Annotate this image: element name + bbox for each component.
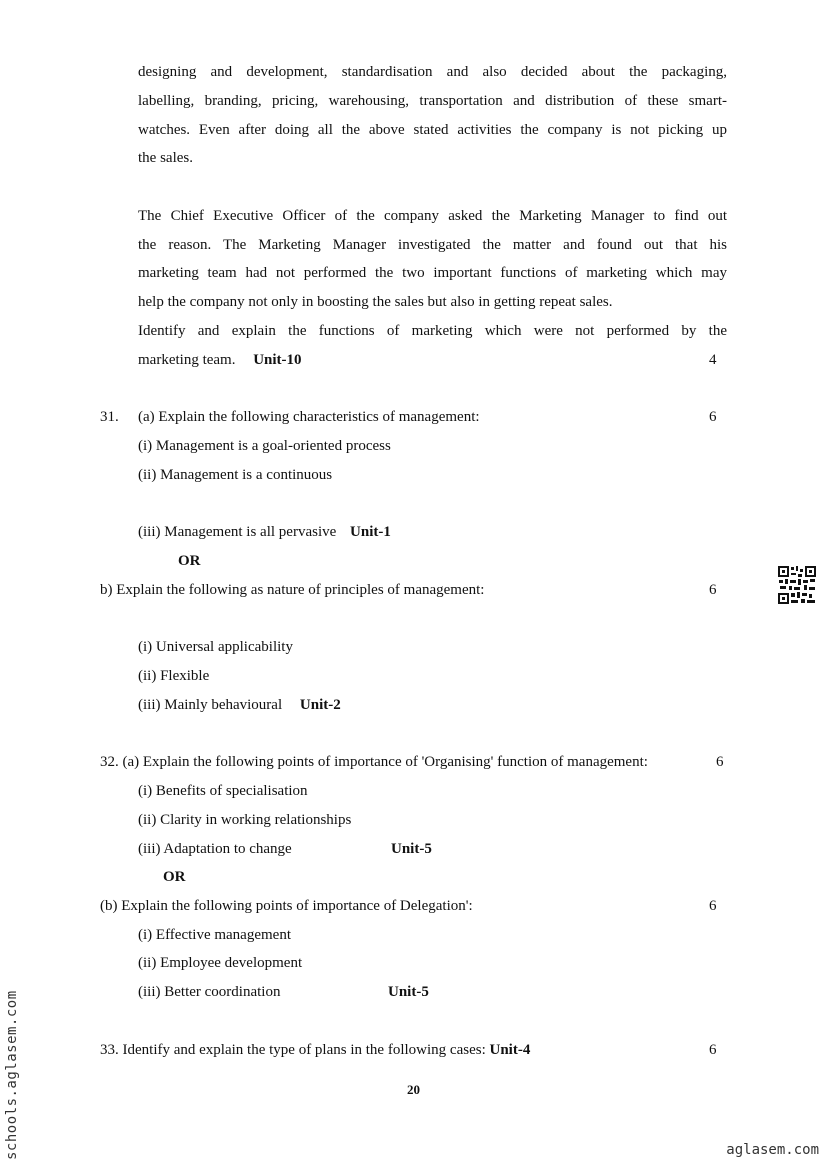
context-line: watches. Even after doing all the above stated activities the company is not picking up bbox=[138, 122, 727, 138]
list-item: (i) Benefits of specialisation bbox=[138, 783, 308, 799]
list-item-text: (iii) Management is all pervasive bbox=[138, 524, 337, 540]
question-text: (a) Explain the following characteristics of management: bbox=[138, 409, 480, 425]
question-line bbox=[138, 350, 302, 370]
list-item: (ii) Management is a continuous bbox=[138, 467, 333, 483]
marks-label: 4 bbox=[709, 352, 717, 368]
question-text-body: 33. Identify and explain the type of plans in the following cases: bbox=[100, 1042, 486, 1058]
marks-label: 6 bbox=[709, 582, 717, 598]
context-line: labelling, branding, pricing, warehousing, transportation and distribution of these smart- bbox=[138, 93, 727, 109]
context-line: help the company not only in boosting the sales but also in getting repeat sales. bbox=[138, 294, 613, 310]
question-text: 32. (a) Explain the following points of importance of 'Organising' function of management: bbox=[100, 754, 648, 770]
marks-label: 6 bbox=[709, 898, 717, 914]
footer-watermark: aglasem.com bbox=[726, 1142, 819, 1158]
context-line: The Chief Executive Officer of the company asked the Marketing Manager to find out bbox=[138, 208, 727, 224]
unit-label: Unit-5 bbox=[388, 984, 429, 1000]
unit-label: Unit-4 bbox=[489, 1042, 531, 1058]
list-item: (ii) Clarity in working relationships bbox=[138, 812, 352, 828]
context-line: designing and development, standardisation and also decided about the packaging, bbox=[138, 64, 727, 80]
list-item: (ii) Flexible bbox=[138, 668, 210, 684]
unit-label: Unit-2 bbox=[299, 697, 341, 713]
side-watermark: schools.aglasem.com bbox=[4, 990, 20, 1160]
marks-label: 6 bbox=[716, 754, 724, 770]
marks-label: 6 bbox=[709, 409, 717, 425]
question-text: b) Explain the following as nature of principles of management: bbox=[100, 582, 485, 598]
unit-label: Unit-1 bbox=[350, 524, 391, 540]
list-item: (iii) Better coordination bbox=[138, 984, 281, 1000]
marks-label: 6 bbox=[709, 1042, 717, 1058]
qr-code-icon bbox=[777, 565, 817, 605]
or-label: OR bbox=[163, 869, 186, 885]
question-text: marketing team. bbox=[138, 352, 236, 368]
list-item: (i) Universal applicability bbox=[138, 639, 293, 655]
list-item bbox=[138, 695, 341, 715]
unit-label: Unit-10 bbox=[253, 352, 302, 368]
page-number: 20 bbox=[407, 1082, 420, 1097]
list-item: (iii) Adaptation to change bbox=[138, 841, 292, 857]
question-text bbox=[100, 1040, 530, 1060]
list-item: (i) Management is a goal-oriented process bbox=[138, 438, 391, 454]
or-label: OR bbox=[178, 553, 201, 569]
unit-label: Unit-5 bbox=[391, 841, 432, 857]
context-line: the reason. The Marketing Manager investigated the matter and found out that his bbox=[138, 237, 727, 253]
question-text: (b) Explain the following points of importance of Delegation': bbox=[100, 898, 473, 914]
list-item: (i) Effective management bbox=[138, 927, 291, 943]
context-line: the sales. bbox=[138, 150, 193, 166]
list-item bbox=[138, 522, 391, 542]
list-item-text: (iii) Mainly behavioural bbox=[138, 697, 283, 713]
list-item: (ii) Employee development bbox=[138, 955, 303, 971]
question-line: Identify and explain the functions of marketing which were not performed by the bbox=[138, 323, 727, 339]
context-line: marketing team had not performed the two important functions of marketing which may bbox=[138, 265, 727, 281]
question-number: 31. bbox=[100, 409, 119, 425]
